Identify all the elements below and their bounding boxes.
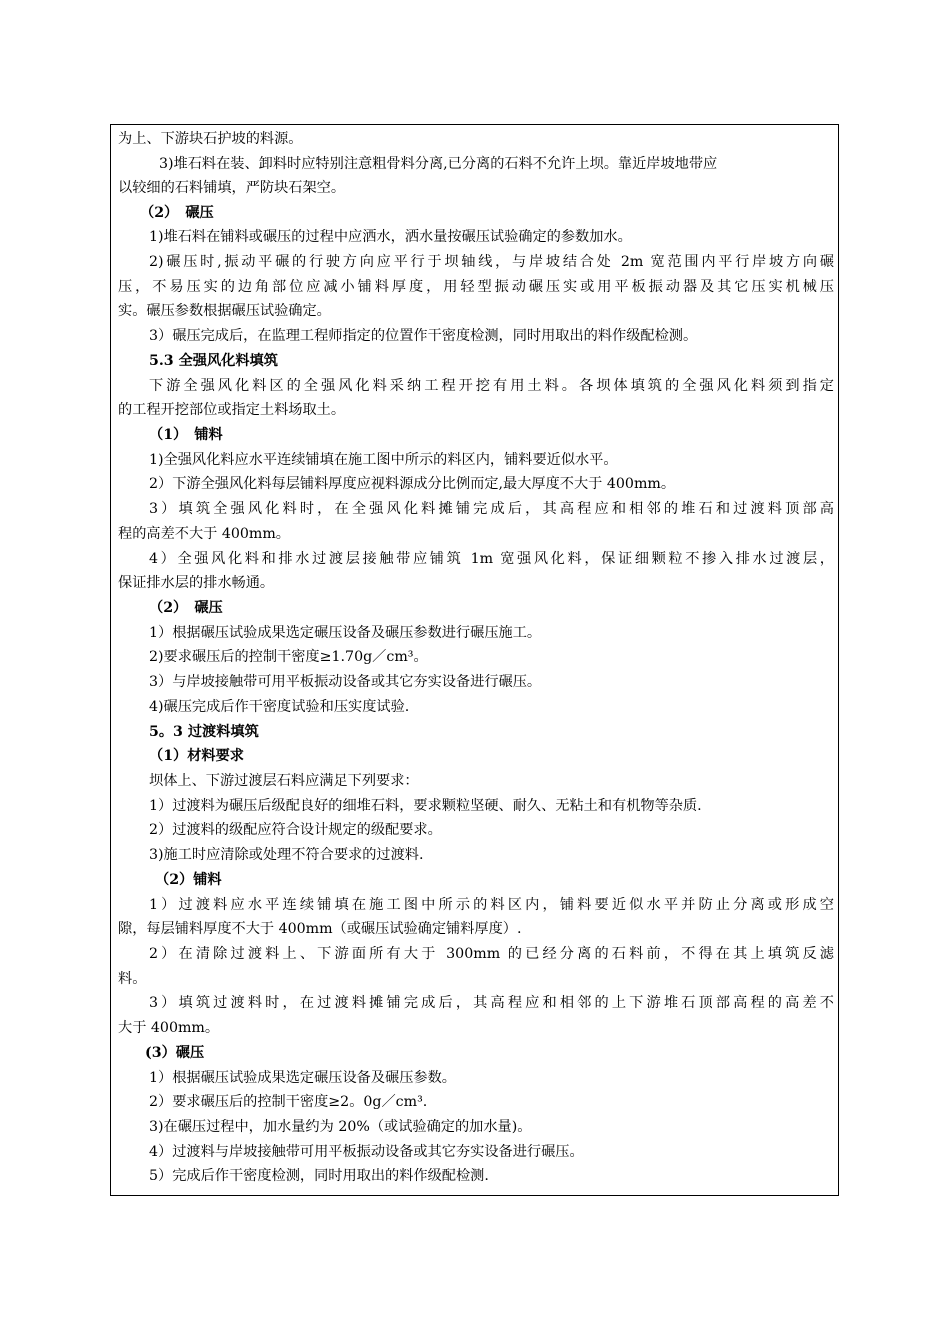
section-heading: （2） 碾压 — [149, 600, 223, 616]
paragraph-line: 3）填筑过渡料时，在过渡料摊铺完成后，其高程应和相邻的上下游堆石顶部高程的高差不 — [149, 995, 834, 1011]
section-heading: （1）材料要求 — [149, 748, 244, 764]
paragraph-line: 1）过渡料为碾压后级配良好的细堆石料，要求颗粒坚硬、耐久、无粘土和有机物等杂质. — [149, 798, 702, 814]
paragraph-line: 压，不易压实的边角部位应减小铺料厚度，用轻型振动碾压实或用平板振动器及其它压实机械压 — [118, 279, 834, 295]
paragraph-line: 1）根据碾压试验成果选定碾压设备及碾压参数进行碾压施工。 — [149, 625, 542, 641]
paragraph-line: 3)在碾压过程中，加水量约为 20%（或试验确定的加水量)。 — [149, 1119, 532, 1135]
paragraph-line: 料。 — [118, 971, 147, 987]
paragraph-line: 1)堆石料在铺料或碾压的过程中应洒水，洒水量按碾压试验确定的参数加水。 — [149, 229, 632, 245]
paragraph-line: 3）与岸坡接触带可用平板振动设备或其它夯实设备进行碾压。 — [149, 674, 542, 690]
paragraph-line: 为上、下游块石护坡的料源。 — [118, 131, 303, 147]
paragraph-line: 3)施工时应清除或处理不符合要求的过渡料. — [149, 847, 424, 863]
paragraph-line: 1)全强风化料应水平连续铺填在施工图中所示的料区内，铺料要近似水平。 — [149, 452, 618, 468]
paragraph-line: 2)要求碾压后的控制干密度≥1.70g／cm³。 — [149, 649, 428, 665]
section-heading: （1） 铺料 — [149, 427, 223, 443]
section-heading: （2）铺料 — [155, 872, 222, 888]
paragraph-line: 保证排水层的排水畅通。 — [118, 575, 275, 591]
paragraph-line: 2）在清除过渡料上、下游面所有大于 300mm 的已经分离的石料前，不得在其上填筑反滤 — [149, 946, 834, 962]
paragraph-line: 2)碾压时,振动平碾的行驶方向应平行于坝轴线，与岸坡结合处 2m 宽范围内平行岸坡方向碾 — [149, 254, 834, 270]
paragraph-line: 程的高差不大于 400mm。 — [118, 526, 290, 542]
paragraph-line: 1）过渡料应水平连续铺填在施工图中所示的料区内，铺料要近似水平并防止分离或形成空 — [149, 897, 834, 913]
paragraph-line: 大于 400mm。 — [118, 1020, 220, 1036]
paragraph-line: 4）全强风化料和排水过渡层接触带应铺筑 1m 宽强风化料，保证细颗粒不掺入排水过渡层， — [149, 551, 834, 567]
paragraph-line: 隙，每层铺料厚度不大于 400mm（或碾压试验确定铺料厚度）. — [118, 921, 522, 937]
paragraph-line: 下游全强风化料区的全强风化料采纳工程开挖有用土料。各坝体填筑的全强风化料须到指定 — [149, 378, 834, 394]
paragraph-line: 3)堆石料在装、卸料时应特别注意粗骨料分离,已分离的石料不允许上坝。靠近岸坡地带应 — [159, 156, 718, 172]
paragraph-line: 2）下游全强风化料每层铺料厚度应视料源成分比例而定,最大厚度不大于 400mm。 — [149, 476, 676, 492]
paragraph-line: 3）填筑全强风化料时，在全强风化料摊铺完成后，其高程应和相邻的堆石和过渡料顶部高 — [149, 501, 834, 517]
paragraph-line: 坝体上、下游过渡层石料应满足下列要求： — [149, 773, 419, 789]
paragraph-line: 的工程开挖部位或指定土料场取土。 — [118, 402, 346, 418]
paragraph-line: 4）过渡料与岸坡接触带可用平板振动设备或其它夯实设备进行碾压。 — [149, 1144, 584, 1160]
paragraph-line: 实。碾压参数根据碾压试验确定。 — [118, 303, 331, 319]
paragraph-line: 2）要求碾压后的控制干密度≥2。0g／cm³. — [149, 1094, 428, 1110]
paragraph-line: 3）碾压完成后，在监理工程师指定的位置作干密度检测，同时用取出的料作级配检测。 — [149, 328, 698, 344]
paragraph-line: 2）过渡料的级配应符合设计规定的级配要求。 — [149, 822, 442, 838]
paragraph-line: 1）根据碾压试验成果选定碾压设备及碾压参数。 — [149, 1070, 456, 1086]
section-heading: 5.3 全强风化料填筑 — [149, 353, 278, 369]
paragraph-line: 以较细的石料铺填，严防块石架空。 — [118, 180, 346, 196]
paragraph-line: 4)碾压完成后作干密度试验和压实度试验. — [149, 699, 410, 715]
paragraph-line: 5）完成后作干密度检测，同时用取出的料作级配检测. — [149, 1168, 489, 1184]
section-heading: （2） 碾压 — [140, 205, 214, 221]
section-heading: (3）碾压 — [145, 1045, 205, 1061]
section-heading: 5。3 过渡料填筑 — [149, 724, 259, 740]
